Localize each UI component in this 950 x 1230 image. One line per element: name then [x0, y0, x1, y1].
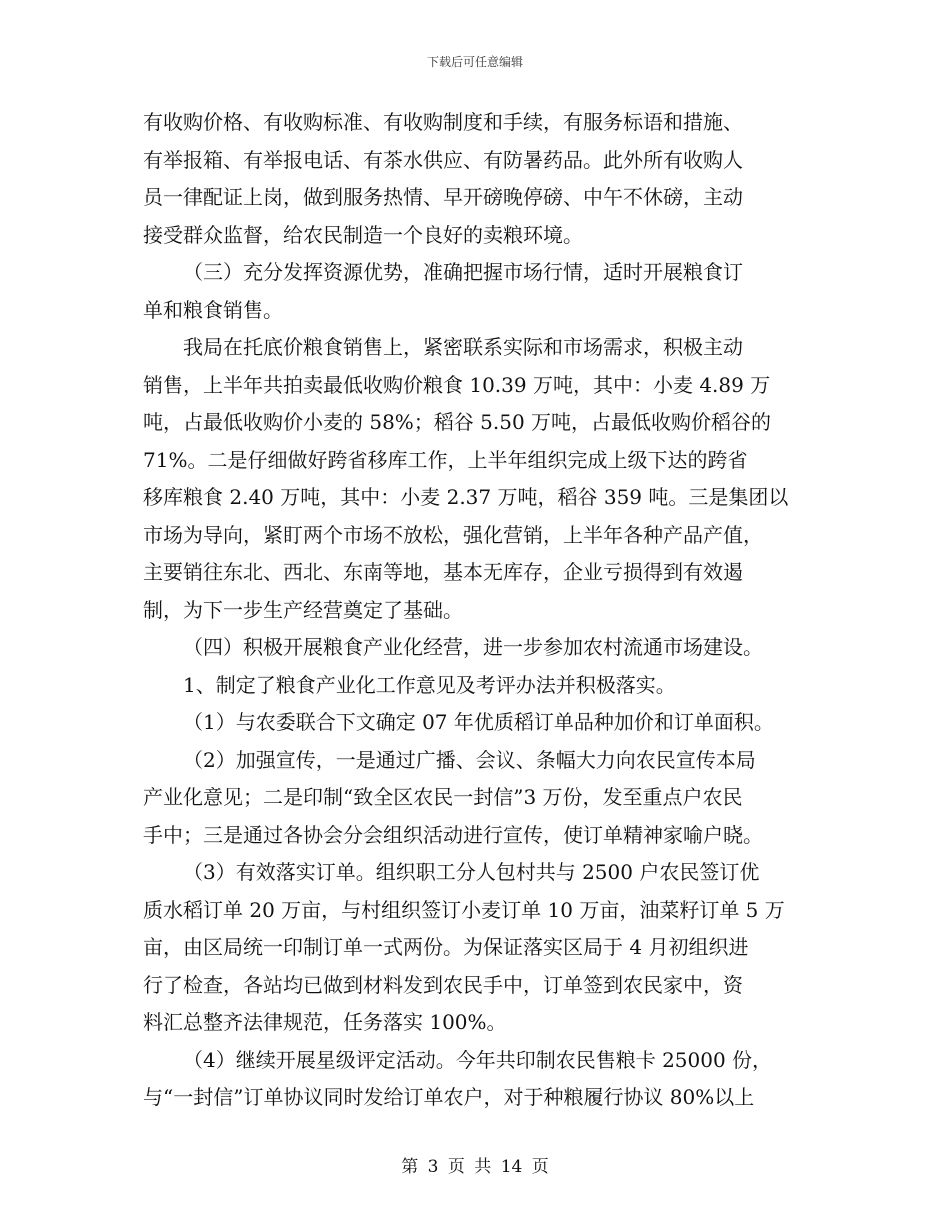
section-heading-4: （四）积极开展粮食产业化经营，进一步参加农村流通市场建设。 [183, 635, 763, 659]
text-line: 与“一封信”订单协议同时发给订单农户，对于种粮履行协议 80%以上 [143, 1085, 755, 1109]
text-line: 亩，由区局统一印制订单一式两份。为保证落实区局于 4 月初组织进 [143, 935, 749, 959]
text-line: 市场为导向，紧盯两个市场不放松，强化营销，上半年各种产品产值， [143, 522, 763, 547]
subsection-heading: 1、制定了粮食产业化工作意见及考评办法并积极落实。 [183, 672, 676, 697]
text-line: 主要销往东北、西北、东南等地，基本无库存，企业亏损得到有效遏 [143, 560, 743, 584]
list-item: （4）继续开展星级评定活动。今年共印制农民售粮卡 25000 份， [183, 1047, 773, 1072]
text-line: 接受群众监督，给农民制造一个良好的卖粮环境。 [143, 222, 583, 247]
text-line: 质水稻订单 20 万亩，与村组织签订小麦订单 10 万亩，油菜籽订单 5 万 [143, 897, 785, 922]
text-line: 销售，上半年共拍卖最低收购价粮食 10.39 万吨，其中：小麦 4.89 万 [143, 372, 771, 397]
text-line: 单和粮食销售。 [143, 297, 283, 322]
list-item: （3）有效落实订单。组织职工分人包村共与 2500 户农民签订优 [183, 860, 760, 884]
header-note: 下载后可任意编辑 [426, 55, 523, 69]
text-line: 产业化意见；二是印制“致全区农民一封信”3 万份，发至重点户农民 [143, 785, 743, 809]
text-line: 制，为下一步生产经营奠定了基础。 [143, 597, 463, 622]
text-line: 料汇总整齐法律规范，任务落实 100%。 [143, 1010, 507, 1034]
text-line: 员一律配证上岗，做到服务热情、早开磅晚停磅、中午不休磅，主动 [143, 185, 743, 209]
text-line: 有收购价格、有收购标准、有收购制度和手续，有服务标语和措施、 [143, 110, 743, 134]
text-line: 手中；三是通过各协会分会组织活动进行宣传，使订单精神家喻户晓。 [143, 822, 763, 847]
text-line: 我局在托底价粮食销售上，紧密联系实际和市场需求，积极主动 [183, 335, 743, 359]
text-line: 移库粮食 2.40 万吨，其中：小麦 2.37 万吨，稻谷 359 吨。三是集团以 [143, 485, 789, 509]
text-line: 有举报箱、有举报电话、有茶水供应、有防暑药品。此外所有收购人 [143, 147, 743, 172]
text-line: 行了检查，各站均已做到材料发到农民手中，订单签到农民家中，资 [143, 972, 743, 997]
text-line: 71%。二是仔细做好跨省移库工作，上半年组织完成上级下达的跨省 [143, 447, 748, 472]
text-line: 吨，占最低收购价小麦的 58%；稻谷 5.50 万吨，占最低收购价稻谷的 [143, 410, 772, 434]
list-item: （1）与农委联合下文确定 07 年优质稻订单品种加价和订单面积。 [183, 710, 774, 734]
page-number: 第 3 页 共 14 页 [401, 1157, 549, 1177]
section-heading-3: （三）充分发挥资源优势，准确把握市场行情，适时开展粮食订 [183, 260, 743, 284]
body-text [143, 104, 813, 1117]
list-item: （2）加强宣传，一是通过广播、会议、条幅大力向农民宣传本局 [183, 747, 756, 772]
